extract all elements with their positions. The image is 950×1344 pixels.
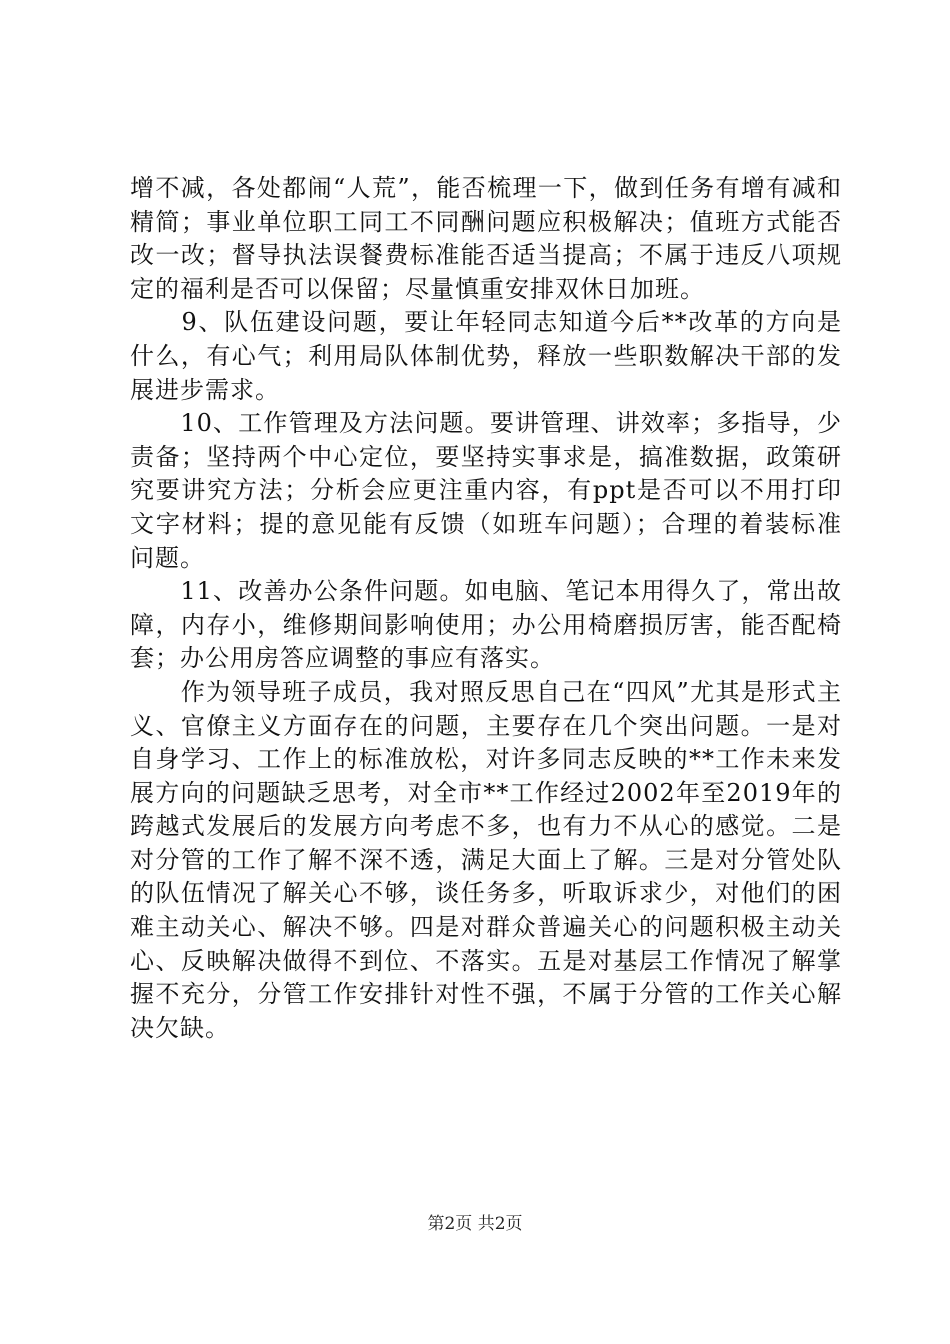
page-number-footer: 第2页 共2页 — [427, 1214, 523, 1234]
document-body — [130, 172, 842, 1045]
paragraph-item-11: 11、改善办公条件问题。如电脑、笔记本用得久了，常出故障，内存小，维修期间影响使用；办公用椅磨损厉害，能否配椅套；办公用房答应调整的事应有落实。 — [130, 577, 842, 673]
paragraph-self-reflection: 作为领导班子成员，我对照反思自己在“四风”尤其是形式主义、官僚主义方面存在的问题，主要存在几个突出问题。一是对自身学习、工作上的标准放松，对许多同志反映的**工作未来发展方向的问题缺乏思考，对全市**工作经过2002年至2019年的跨越式发展后的发展方向考虑不多，也有力不从心的感觉。二是对分管的工作了解不深不透，满足大面上了解。三是对分管处队的队伍情况了解关心不够，谈任务多，听取诉求少，对他们的困难主动关心、解决不够。四是对群众普遍关心的问题积极主动关心、反映解决做得不到位、不落实。五是对基层工作情况了解掌握不充分，分管工作安排针对性不强，不属于分管的工作关心解决欠缺。 — [130, 677, 842, 1042]
paragraph-item-10: 10、工作管理及方法问题。要讲管理、讲效率；多指导，少责备；坚持两个中心定位，要坚持实事求是，搞准数据，政策研究要讲究方法；分析会应更注重内容，有ppt是否可以不用打印文字材料；提的意见能有反馈（如班车问题）；合理的着装标准问题。 — [130, 409, 842, 572]
paragraph-continuation: 增不减，各处都闹“人荒”，能否梳理一下，做到任务有增有减和精简；事业单位职工同工不同酬问题应积极解决；值班方式能否改一改；督导执法误餐费标准能否适当提高；不属于违反八项规定的福利是否可以保留；尽量慎重安排双休日加班。 — [130, 174, 842, 303]
paragraph-item-9: 9、队伍建设问题，要让年轻同志知道今后**改革的方向是什么，有心气；利用局队体制优势，释放一些职数解决干部的发展进步需求。 — [130, 308, 842, 404]
